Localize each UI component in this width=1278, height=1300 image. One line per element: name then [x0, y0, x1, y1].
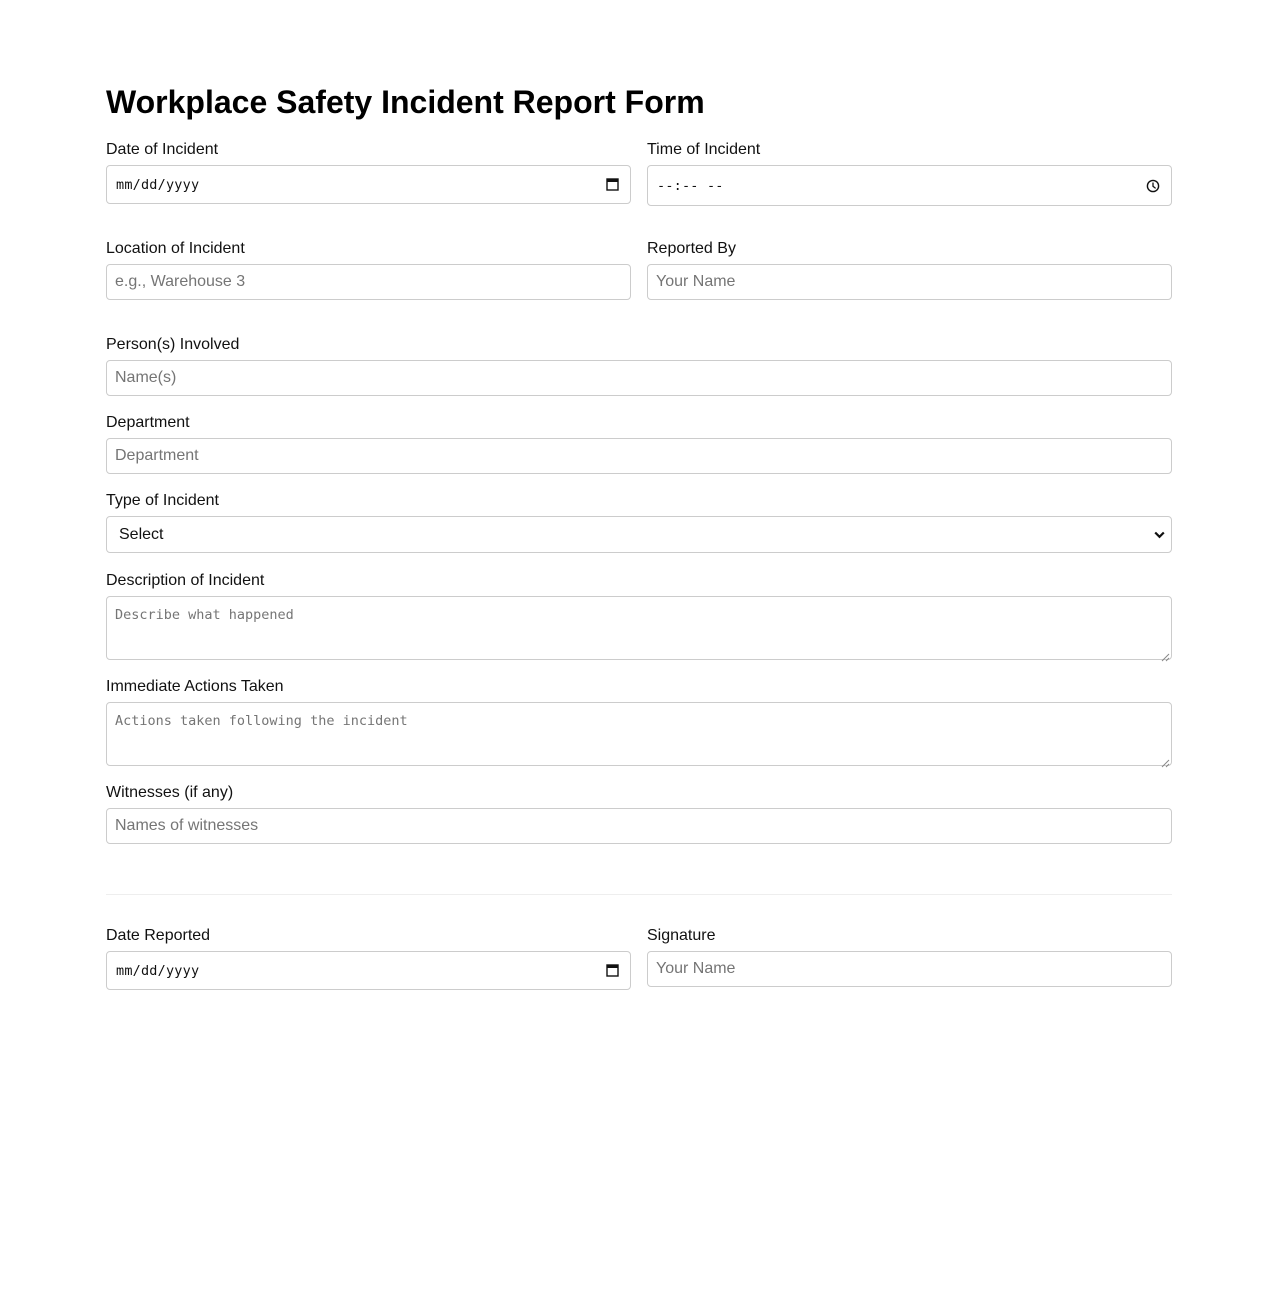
immediate-actions-field [106, 678, 1172, 766]
immediate-actions-label: Immediate Actions Taken [106, 678, 284, 695]
description-label: Description of Incident [106, 572, 265, 589]
resize-grip-icon[interactable] [1161, 755, 1170, 764]
calendar-icon[interactable] [605, 964, 619, 978]
type-of-incident-selected: Select [119, 525, 164, 543]
persons-involved-input[interactable] [106, 360, 1172, 396]
clock-icon[interactable] [1146, 179, 1160, 193]
type-of-incident-label: Type of Incident [106, 492, 219, 509]
date-reported-value: mm/dd/yyyy [116, 962, 200, 979]
page-title: Workplace Safety Incident Report Form [106, 84, 705, 120]
signature-label: Signature [647, 927, 716, 944]
witnesses-field [106, 784, 1172, 844]
immediate-actions-placeholder: Actions taken following the incident [115, 713, 408, 729]
time-of-incident-value: --:-- -- [657, 177, 724, 194]
type-of-incident-select[interactable] [106, 516, 1172, 553]
date-signature-row [106, 927, 1172, 990]
calendar-icon[interactable] [605, 178, 619, 192]
persons-involved-label: Person(s) Involved [106, 336, 240, 353]
incident-report-form [106, 0, 1172, 990]
department-field [106, 414, 1172, 474]
immediate-actions-textarea[interactable] [106, 702, 1172, 766]
date-reported-field [106, 927, 631, 990]
type-of-incident-field [106, 492, 1172, 553]
location-input[interactable] [106, 264, 631, 300]
department-label: Department [106, 414, 190, 431]
date-time-row [106, 141, 1172, 206]
witnesses-input[interactable] [106, 808, 1172, 844]
description-placeholder: Describe what happened [115, 607, 294, 623]
location-field [106, 240, 631, 300]
divider-wrap [106, 894, 1172, 895]
reported-by-input[interactable] [647, 264, 1172, 300]
chevron-down-icon [1153, 529, 1165, 541]
section-divider [106, 894, 1172, 895]
resize-grip-icon[interactable] [1161, 649, 1170, 658]
signature-field [647, 927, 1172, 990]
reported-by-label: Reported By [647, 240, 736, 257]
date-of-incident-input[interactable] [106, 165, 631, 204]
location-label: Location of Incident [106, 240, 245, 257]
time-of-incident-label: Time of Incident [647, 141, 761, 158]
description-field [106, 572, 1172, 660]
witnesses-label: Witnesses (if any) [106, 784, 234, 801]
date-of-incident-field [106, 141, 631, 206]
location-reporter-row [106, 240, 1172, 300]
time-of-incident-input[interactable] [647, 165, 1172, 206]
reported-by-field [647, 240, 1172, 300]
description-textarea[interactable] [106, 596, 1172, 660]
time-of-incident-field [647, 141, 1172, 206]
date-reported-input[interactable] [106, 951, 631, 990]
date-of-incident-label: Date of Incident [106, 141, 219, 158]
persons-involved-field [106, 336, 1172, 396]
date-of-incident-value: mm/dd/yyyy [116, 176, 200, 193]
date-reported-label: Date Reported [106, 927, 211, 944]
department-input[interactable] [106, 438, 1172, 474]
signature-input[interactable] [647, 951, 1172, 987]
